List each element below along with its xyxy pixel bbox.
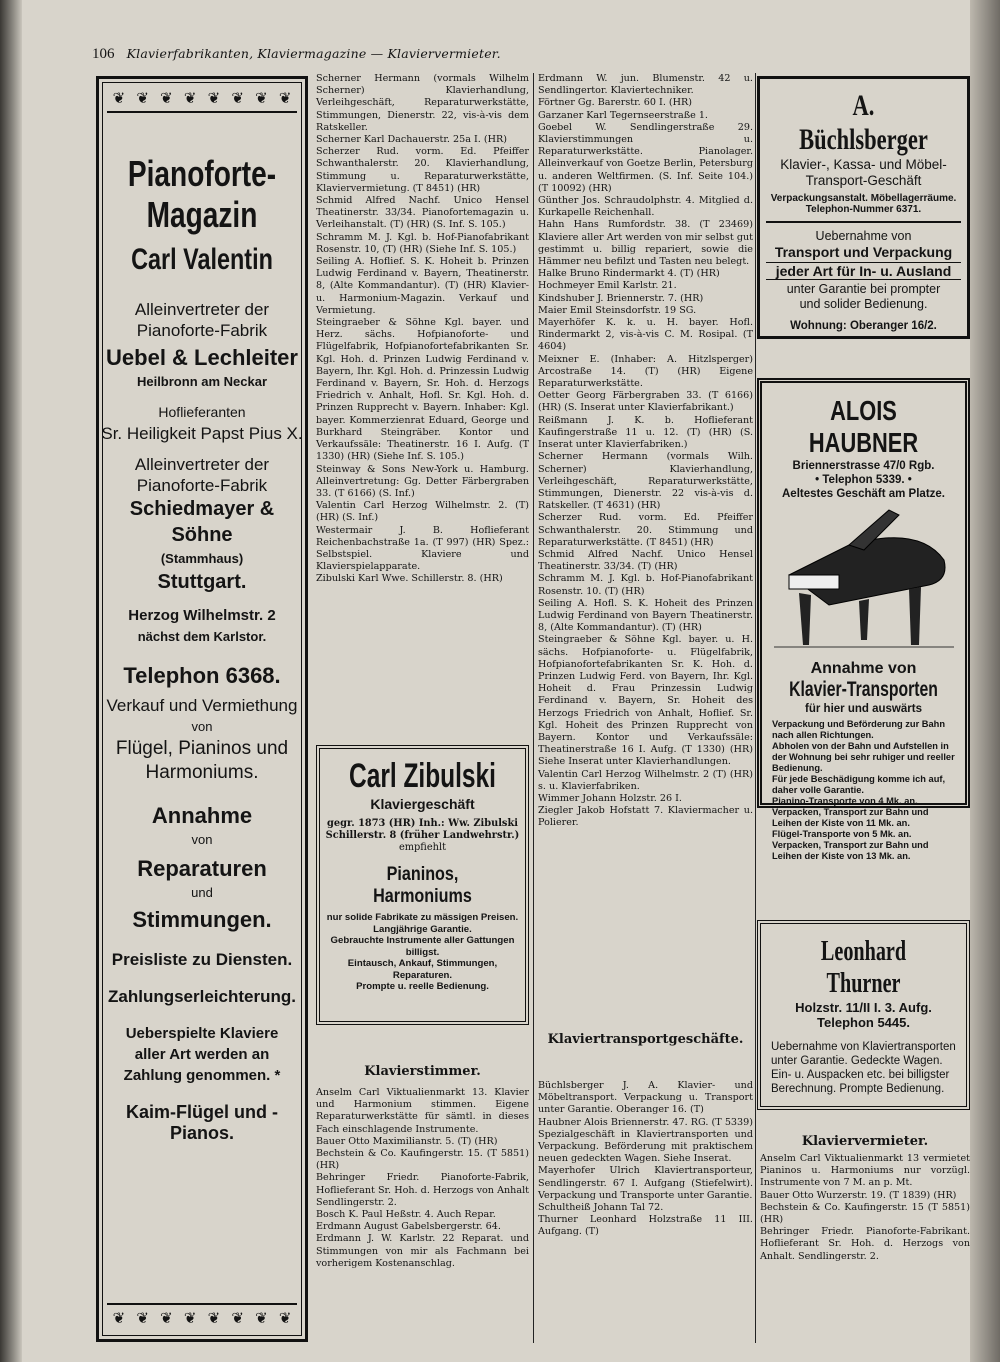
- ad-line: Annahme von: [810, 660, 917, 677]
- listing-column-1: [316, 73, 529, 586]
- ad-line: Für jede Beschädigung komme ich auf, daher volle Garantie.: [772, 774, 946, 795]
- list-item: Günther Jos. Schraudolphstr. 4. Mitglied d. Kurkapelle Reichenhall.: [538, 195, 753, 219]
- ad-line: Verpackung und Beförderung zur Bahn nach allen Richtungen.: [772, 719, 946, 740]
- list-item: Steingraeber & Söhne Kgl. bayer. u. H. sächs. Hofpianoforte- u. Flügelfabrik, Hofpianofortefabrikanten Sr. K. Hoh. d. Prinzen Ludwig Ferd. von Bayern, Ihr. Kgl. Hoheit d. Frau Prinzessin Ludwig Ferdinand v. Bayern, Sr. Hoheit des Herzogs Friedrich von Anhalt, Hoflief. Sr. Kgl. Hoheit des Prinzen Rupprecht von Bayern. Kontor und Verkaufssäle: Theatinerstraße 16 I. Aufg. (T 1330) (HR) Siehe Inserat unter Klavierhandlungen.: [538, 634, 753, 768]
- ad-line: Ueberspielte Klaviere: [125, 1025, 279, 1042]
- list-item: Scherner Hermann (vormals Wilhelm Scherner) Klavierhandlung, Verleihgeschäft, Reparaturwerkstätte, Stimmungen, Dienerstr. 22, vis-à-vis dem Ratskeller.: [316, 73, 529, 133]
- ad-line: Harmoniums.: [145, 762, 259, 783]
- ad-title-1: Pianoforte-: [127, 153, 277, 194]
- ad-line: Schillerstr. 8 (früher Landwehrstr.): [325, 830, 520, 841]
- list-item: Westermair J. B. Hoflieferant Reichenbachstraße 1a. (T 997) (HR) Spez.: Selbstspiel. Klaviere und Klavierspielapparate.: [316, 524, 529, 573]
- list-item: Büchlsberger J. A. Klavier- und Möbeltransport. Verpackung u. Transport unter Garantie. Oberanger 16. (T): [538, 1080, 753, 1116]
- ad-address: Herzog Wilhelmstr. 2: [128, 607, 276, 624]
- ad-zibulski: [316, 745, 529, 1025]
- ad-line: Wohnung: Oberanger 16/2.: [790, 320, 937, 332]
- ad-line: Kaim-Flügel und -Pianos.: [126, 1102, 278, 1143]
- ad-line: Verpacken, Transport zur Bahn und Leihen der Kiste von 13 Mk. an.: [772, 840, 929, 861]
- ad-line: Telephon 5445.: [817, 1015, 910, 1030]
- section-title-vermieter: Klaviervermieter.: [801, 1134, 929, 1149]
- list-item: Bosch K. Paul Heßstr. 4. Auch Repar.: [316, 1209, 496, 1221]
- ad-name: Carl Zibulski: [349, 757, 496, 795]
- list-item: Bauer Otto Maximilianstr. 5. (T) (HR): [316, 1135, 498, 1147]
- list-item: Oetter Georg Färbergraben 33. (T 6166) (HR) (S. Inserat unter Klavierfabrikant.): [538, 390, 753, 414]
- list-item: Behringer Friedr. Pianoforte-Fabrik, Hoflieferant Sr. Hoh. d. Herzogs von Anhalt Sendlingerstr. 2.: [316, 1172, 529, 1208]
- ad-line: Verkauf und Vermiethung: [106, 696, 298, 715]
- ad-line: Transport-Geschäft: [805, 173, 922, 188]
- ad-line: Holzstr. 11/II I. 3. Aufg.: [795, 1000, 932, 1015]
- ad-firm-2: Schiedmayer & Söhne: [129, 498, 275, 546]
- ad-line: gegr. 1873 (HR) Inh.: Ww. Zibulski: [327, 818, 518, 829]
- ad-line: Uebernahme von: [815, 229, 912, 243]
- list-item: Behringer Friedr. Pianoforte-Fabrikant. Hoflieferant Sr. Hoh. d. Herzogs von Anhalt. Sendlingerstr. 2.: [760, 1226, 970, 1262]
- list-item: Meixner E. (Inhaber: A. Hitzlsperger) Arcostraße 14. (T) (HR) Eigene Reparaturwerkstätte.: [538, 353, 753, 390]
- list-item: Kindshuber J. Briennerstr. 7. (HR): [538, 292, 704, 304]
- page-number: 106: [92, 46, 115, 62]
- ad-owner: Carl Valentin: [131, 243, 273, 276]
- ad-line: Sr. Heiligkeit Papst Pius X.: [101, 424, 303, 443]
- ad-line: Zahlungserleichterung.: [108, 987, 296, 1006]
- list-item: Bechstein & Co. Kaufingerstr. 15. (T 5851) (HR): [316, 1148, 529, 1172]
- ad-line: unter Garantie bei prompter: [786, 282, 941, 296]
- list-item: Schramm M. J. Kgl. b. Hof-Pianofabrikant Rosenstr. 10. (T) (HR): [538, 573, 753, 597]
- list-item: Bauer Otto Wurzerstr. 19. (T 1839) (HR): [760, 1189, 957, 1201]
- list-item: Mayerhofer Ulrich Klaviertransporteur, Sendlingerstr. 67 I. Aufgang (Stiefelwirt). Verpackung und Transporte unter Garantie.: [538, 1165, 753, 1201]
- ad-line: (Stammhaus): [160, 551, 244, 566]
- list-item: Maier Emil Steinsdorfstr. 19 SG.: [538, 304, 697, 316]
- ad-line: Klavier-, Kassa- und Möbel-: [780, 157, 947, 172]
- ad-line: und solider Bedienung.: [799, 297, 928, 311]
- ad-firm-1: Uebel & Lechleiter: [106, 345, 298, 370]
- ad-line: nächst dem Karlstor.: [137, 629, 267, 644]
- list-item: Förtner Gg. Barerstr. 60 I. (HR): [538, 97, 692, 109]
- ad-line: Prompte u. reelle Bedienung.: [356, 981, 489, 992]
- ad-headline: Pianinos, Harmoniums: [373, 864, 472, 907]
- ad-line: nur solide Fabrikate zu mässigen Preisen.: [326, 912, 519, 923]
- list-item: Goebel W. Sendlingerstraße 29. Klavierstimmungen u. Reparaturwerkstätte. Pianolager. Alleinverkauf von Goetze Berlin, Petersburg u. anderen Weltfirmen. (S. Inf. Seite 104.) (T 10092) (HR): [538, 121, 753, 194]
- ad-line: jeder Art für In- u. Ausland: [766, 262, 961, 280]
- ad-line: Alleinvertreter der: [134, 455, 270, 474]
- list-item: Scherzer Rud. vorm. Ed. Pfeiffer Schwanthalerstr. 20. Klavierhandlung, Stimmung u. Reparaturwerkstätte, Klaviervermietung. (T 8451) (HR): [316, 146, 529, 194]
- ad-line: Annahme: [151, 803, 253, 828]
- column-rule: [755, 73, 756, 1343]
- list-item: Zibulski Karl Wwe. Schillerstr. 8. (HR): [316, 573, 503, 585]
- list-item: Thurner Leonhard Holzstraße 11 III. Aufgang. (T): [538, 1214, 753, 1238]
- list-item: Steingraeber & Söhne Kgl. bayer. und Herz. sächs. Hofpianoforte- und Flügelfabrik, Hofpianofortefabrikanten Sr. Kgl. Hoh. d. Prinzen Ludwig Ferdinand v. Bayern, Ihr. Kgl. Hoh. d. Prinzessin Ludwig Ferdinand v. Bayern, Sr. Hoh. d. Herzogs Friedrich v. Anhalt, Hofl. Sr. Kgl. Hoh. d. Prinzen Rupprecht v. Bayern. Inhaber: Kgl. bayer. Kommerzienrat Eduard, George und Burkhard Steingräber. Kontor und Verkaufssäle: Theatinerstr. 16 I. Aufg. (T 1330) (HR) (Siehe Inf. S. 105.): [316, 317, 529, 463]
- ad-haubner: [757, 378, 970, 861]
- list-item: Valentin Carl Herzog Wilhelmstr. 2. (T) (HR) (S. Inf.): [316, 500, 529, 524]
- section-title-transport: Klaviertransportgeschäfte.: [547, 1032, 744, 1047]
- ad-line: Reparaturen: [137, 856, 267, 881]
- listing-vermieter: [760, 1153, 970, 1263]
- ad-line: für hier und auswärts: [805, 703, 922, 715]
- ad-thurner: [757, 920, 970, 1110]
- grand-piano-illustration: [769, 505, 959, 655]
- list-item: Erdmann August Gabelsbergerstr. 64.: [316, 1221, 501, 1233]
- ad-line: Langjährige Garantie.: [373, 923, 472, 935]
- list-item: Hahn Hans Rumfordstr. 38. (T 23469) Klaviere aller Art werden von mir selbst gut gestimmt u. billig repariert, sowie die Hämmer neu befilzt und Tasten neu belegt.: [538, 219, 753, 268]
- list-item: Reißmann J. K. b. Hoflieferant Kaufingerstraße 11 u. 12. (T) (HR) (S. Inserat unter Klavierfabriken.): [538, 414, 753, 451]
- book-spine: [0, 0, 22, 1362]
- ad-valentin: [96, 76, 308, 1342]
- ad-line: aller Art werden an: [134, 1046, 270, 1063]
- list-item: Mayerhöfer K. k. u. H. bayer. Hofl. Rindermarkt 2, vis-à-vis C. M. Rosipal. (T 4604): [538, 317, 753, 353]
- ad-line: Aeltestes Geschäft am Platze.: [782, 488, 945, 500]
- list-item: Scherzer Rud. vorm. Ed. Pfeiffer Schwanthalerstr. 20. Stimmung und Reparaturwerkstätte. (T 8451) (HR): [538, 512, 753, 548]
- ad-name: ALOIS HAUBNER: [808, 395, 919, 458]
- list-item: Halke Bruno Rindermarkt 4. (T) (HR): [538, 268, 720, 280]
- column-rule: [533, 73, 534, 1343]
- ad-line: Klaviergeschäft: [370, 796, 475, 812]
- list-item: Scherner Karl Dachauerstr. 25a I. (HR): [316, 134, 507, 146]
- list-item: Seiling A. Hofl. S. K. Hoheit des Prinzen Ludwig Ferdinand von Bayern Theatinerstr. 8, (Alte Kommandantur). (T) (HR): [538, 597, 753, 634]
- ad-line: Zahlung genommen. *: [123, 1067, 281, 1084]
- ornament-bottom: ❦ ❦ ❦ ❦ ❦ ❦ ❦ ❦: [107, 1303, 297, 1331]
- ad-line: Transport und Verpackung: [774, 244, 953, 260]
- list-item: Schmid Alfred Nachf. Unico Hensel Theatinerstr. 33/34. (T) (HR): [538, 548, 753, 573]
- ad-line: Preisliste zu Diensten.: [111, 950, 293, 969]
- list-item: Seiling A. Hoflief. S. K. Hoheit b. Prinzen Ludwig Ferdinand v. Bayern, Theatinerstr. 8, (Alte Kommandantur). (T) (HR) Klavier- u. Harmonium-Magazin. Verkauf und Vermietung.: [316, 256, 529, 316]
- ad-headline: Klavier-Transporten: [789, 678, 938, 701]
- ad-line: Pianoforte-Fabrik: [136, 321, 268, 340]
- running-header: [92, 46, 572, 63]
- list-item: Hochmeyer Emil Karlstr. 21.: [538, 280, 677, 292]
- ad-line: Telephon-Nummer 6371.: [805, 204, 922, 215]
- ad-line: Stimmungen.: [132, 907, 272, 932]
- list-item: Haubner Alois Briennerstr. 47. RG. (T 5339) Spezialgeschäft in Klaviertransporten und Verpackung. Beförderung mit praktischem neuen gedeckten Wagen. Siehe Inserat.: [538, 1116, 753, 1165]
- ornament-top: ❦ ❦ ❦ ❦ ❦ ❦ ❦ ❦: [107, 85, 297, 113]
- ad-line: Abholen von der Bahn und Aufstellen in der Wohnung bei sehr ruhiger und reeller Bedienung.: [772, 741, 955, 773]
- ad-line: Pianoforte-Fabrik: [136, 476, 268, 495]
- ad-line: Flügel-Transporte von 5 Mk. an.: [772, 829, 912, 839]
- ad-line: Uebernahme von Klaviertransporten unter Garantie. Gedeckte Wagen. Ein- u. Auspacken etc. bei billigster Berechnung. Prompte Bedienung.: [771, 1041, 956, 1095]
- ad-line: Gebrauchte Instrumente aller Gattungen billigst.: [330, 935, 515, 958]
- list-item: Scherner Hermann (vormals Wilh. Scherner) Klavierhandlung, Verleihgeschäft, Reparaturwerkstätte, Stimmungen, Dienerstr. 22 vis-à-vis d. Ratskeller. (T 4631) (HR): [538, 451, 753, 512]
- page-edge: [970, 0, 1000, 1362]
- ad-line: Heilbronn am Neckar: [136, 374, 268, 389]
- ad-line: Flügel, Pianinos und: [115, 738, 289, 759]
- list-item: Garzaner Karl Tegernseerstraße 1.: [538, 109, 708, 121]
- ad-name: Leonhard Thurner: [820, 936, 907, 999]
- ad-phone: Telephon 6368.: [123, 663, 281, 688]
- ad-title-2: Magazin: [146, 194, 258, 235]
- list-item: Bechstein & Co. Kaufingerstr. 15 (T 5851) (HR): [760, 1201, 970, 1226]
- ad-line: Verpacken, Transport zur Bahn und Leihen der Kiste von 11 Mk. an.: [772, 807, 929, 828]
- ad-line: Alleinvertreter der: [134, 300, 270, 319]
- list-item: Schultheiß Johann Tal 72.: [538, 1202, 664, 1214]
- list-item: Steinway & Sons New-York u. Hamburg. Alleinvertretung: Gg. Detter Färbergraben 33. (T 6166) (S. Inf.): [316, 463, 529, 499]
- list-item: Valentin Carl Herzog Wilhelmstr. 2 (T) (HR) s. u. Klavierfabriken.: [538, 768, 753, 792]
- list-item: Anselm Carl Viktualienmarkt 13. Klavier und Harmonium stimmen. Eigene Reparaturwerkstätte für sämtl. in dieses Fach einschlagende Instrumente.: [316, 1087, 529, 1135]
- ad-line: Verpackungsanstalt. Möbellagerräume.: [770, 193, 957, 204]
- ad-name: A. Büchlsberger: [799, 89, 928, 156]
- ad-city: Stuttgart.: [157, 571, 247, 593]
- list-item: Erdmann W. jun. Blumenstr. 42 u. Sendlingertor. Klaviertechniker.: [538, 73, 753, 97]
- ad-line: von: [191, 832, 213, 847]
- listing-column-2: [538, 73, 753, 830]
- listing-stimmer: [316, 1087, 529, 1270]
- header-title: Klavierfabrikanten, Klaviermagazine — Klaviervermieter.: [126, 46, 501, 61]
- ad-line: Pianino-Transporte von 4 Mk. an.: [772, 796, 918, 806]
- ad-buechlsberger: [757, 76, 970, 339]
- listing-transport: [538, 1080, 753, 1239]
- ad-line: Hoflieferanten: [158, 404, 246, 420]
- list-item: Schramm M. J. Kgl. b. Hof-Pianofabrikant Rosenstr. 10, (T) (HR) (Siehe Inf. S. 105.): [316, 231, 529, 255]
- list-item: Wimmer Johann Holzstr. 26 I.: [538, 792, 682, 804]
- ad-line: Eintausch, Ankauf, Stimmungen, Reparaturen.: [347, 958, 498, 981]
- ad-line: empfiehlt: [398, 842, 447, 853]
- ad-line: Briennerstrasse 47/0 Rgb.: [792, 460, 935, 472]
- section-title-stimmer: Klavierstimmer.: [364, 1064, 481, 1079]
- ad-line: von: [191, 719, 213, 734]
- list-item: Ziegler Jakob Hofstatt 7. Klaviermacher u. Polierer.: [538, 805, 753, 829]
- ad-line: • Telephon 5339. •: [815, 474, 912, 486]
- list-item: Schmid Alfred Nachf. Unico Hensel Theatinerstr. 33/34. Pianofortemagazin u. Verleihanstalt. (T) (HR) (S. Inf. S. 105.): [316, 195, 529, 231]
- list-item: Erdmann J. W. Karlstr. 22 Reparat. und Stimmungen von mir als Fachmann bei vorherigem Kostenanschlag.: [316, 1233, 529, 1269]
- ad-line: und: [191, 885, 213, 900]
- list-item: Anselm Carl Viktualienmarkt 13 vermietet Pianinos u. Harmoniums nur vorzügl. Instrumente von 7 M. an p. Mt.: [760, 1153, 970, 1189]
